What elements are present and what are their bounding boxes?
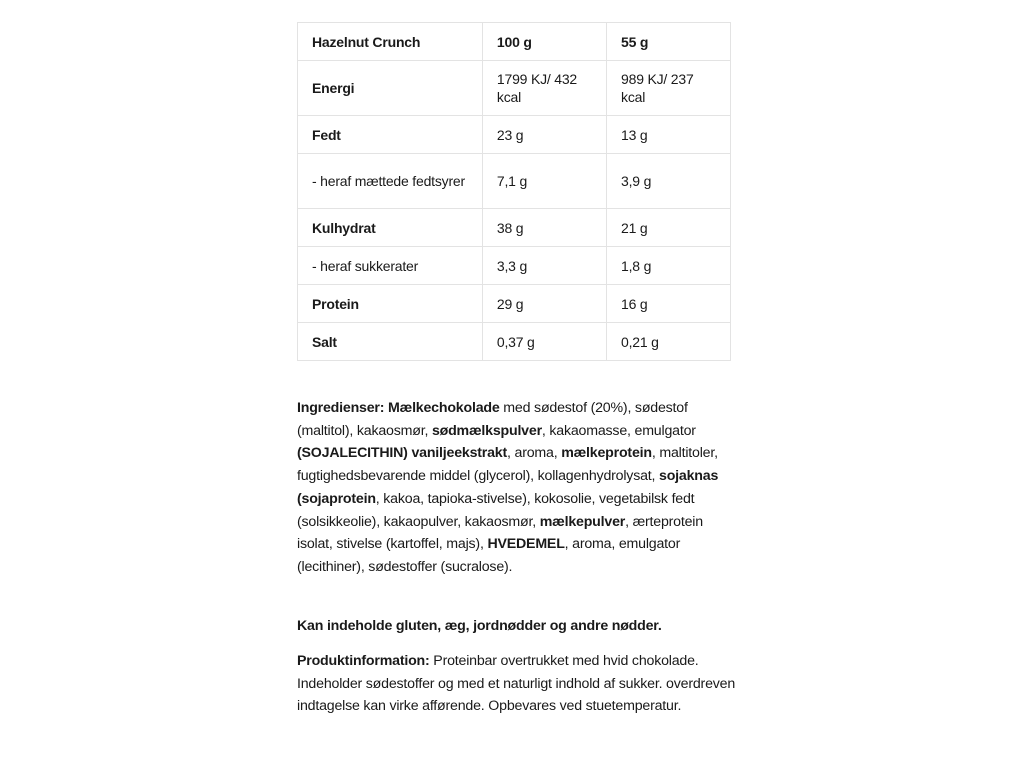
ingredient-segment: , kakaomasse, emulgator <box>541 422 696 439</box>
row-value-55g: 989 KJ/ 237 kcal <box>607 61 731 116</box>
row-value-100g: 1799 KJ/ 432 kcal <box>482 61 606 116</box>
ingredients-label: Ingredienser: <box>297 400 385 416</box>
ingredients-paragraph <box>297 397 737 579</box>
row-value-55g: 3,9 g <box>607 154 731 209</box>
ingredients-text <box>297 400 718 575</box>
row-value-55g: 21 g <box>607 209 731 247</box>
row-label: Energi <box>298 61 483 116</box>
allergen-warning: Kan indeholde gluten, æg, jordnødder og andre nødder. <box>297 618 662 634</box>
row-label: - heraf mættede fedtsyrer <box>298 154 483 209</box>
nutrition-table <box>297 22 731 361</box>
row-value-100g: 38 g <box>482 209 606 247</box>
nutrition-header-row <box>298 23 731 61</box>
row-value-100g: 29 g <box>482 285 606 323</box>
product-info-paragraph <box>297 650 737 718</box>
ingredient-segment: , aroma, <box>507 445 562 462</box>
row-label: Protein <box>298 285 483 323</box>
ingredient-segment: , kakoa, tapioka-stivelse), kokosolie, vegetabilsk fedt (solsikkeolie), kakaopulver, kakaosmør, <box>297 490 695 530</box>
row-value-55g: 16 g <box>607 285 731 323</box>
nutrition-row-energy <box>298 61 731 116</box>
ingredient-segment: , ærteprotein isolat, stivelse (kartoffel, majs), <box>297 513 703 553</box>
row-value-100g: 3,3 g <box>482 247 606 285</box>
header-per-100g: 100 g <box>482 23 606 61</box>
ingredient-segment: Mælkechokolade <box>388 400 500 416</box>
ingredient-segment: , aroma, emulgator (lecithiner), sødestoffer (sucralose). <box>297 536 681 575</box>
nutrition-row-carbohydrate <box>298 209 731 247</box>
row-label: Kulhydrat <box>298 209 483 247</box>
row-label: - heraf sukkerater <box>298 247 483 285</box>
product-info-text: Proteinbar overtrukket med hvid chokolade. Indeholder sødestoffer og med et naturligt indhold af sukker. overdreven indtagelse kan virke afførende. Opbevares ved stuetemperatur. <box>297 653 736 715</box>
product-info-label: Produktinformation: <box>297 653 430 669</box>
row-value-55g: 0,21 g <box>607 323 731 361</box>
row-value-100g: 7,1 g <box>482 154 606 209</box>
ingredient-segment: med sødestof (20%), sødestof (maltitol), kakaosmør, <box>297 400 688 439</box>
nutrition-row-saturated-fat <box>298 154 731 209</box>
nutrition-row-salt <box>298 323 731 361</box>
ingredient-segment: mælkepulver <box>539 513 626 530</box>
row-value-55g: 13 g <box>607 116 731 154</box>
ingredient-segment: sojaknas (sojaprotein <box>297 468 719 507</box>
ingredient-segment: (SOJALECITHIN) vaniljeekstrakt <box>297 445 508 462</box>
row-value-100g: 23 g <box>482 116 606 154</box>
ingredient-segment: , maltitoler, fugtighedsbevarende middel (glycerol), kollagenhydrolysat, <box>297 445 718 485</box>
header-per-55g: 55 g <box>607 23 731 61</box>
nutrition-row-sugars <box>298 247 731 285</box>
nutrition-row-protein <box>298 285 731 323</box>
row-label: Salt <box>298 323 483 361</box>
row-value-55g: 1,8 g <box>607 247 731 285</box>
ingredient-segment: mælkeprotein <box>561 445 652 462</box>
row-label: Fedt <box>298 116 483 154</box>
header-product-name: Hazelnut Crunch <box>298 23 483 61</box>
ingredient-segment: HVEDEMEL <box>487 536 565 553</box>
nutrition-row-fat <box>298 116 731 154</box>
row-value-100g: 0,37 g <box>482 323 606 361</box>
ingredient-segment: sødmælkspulver <box>431 422 542 439</box>
